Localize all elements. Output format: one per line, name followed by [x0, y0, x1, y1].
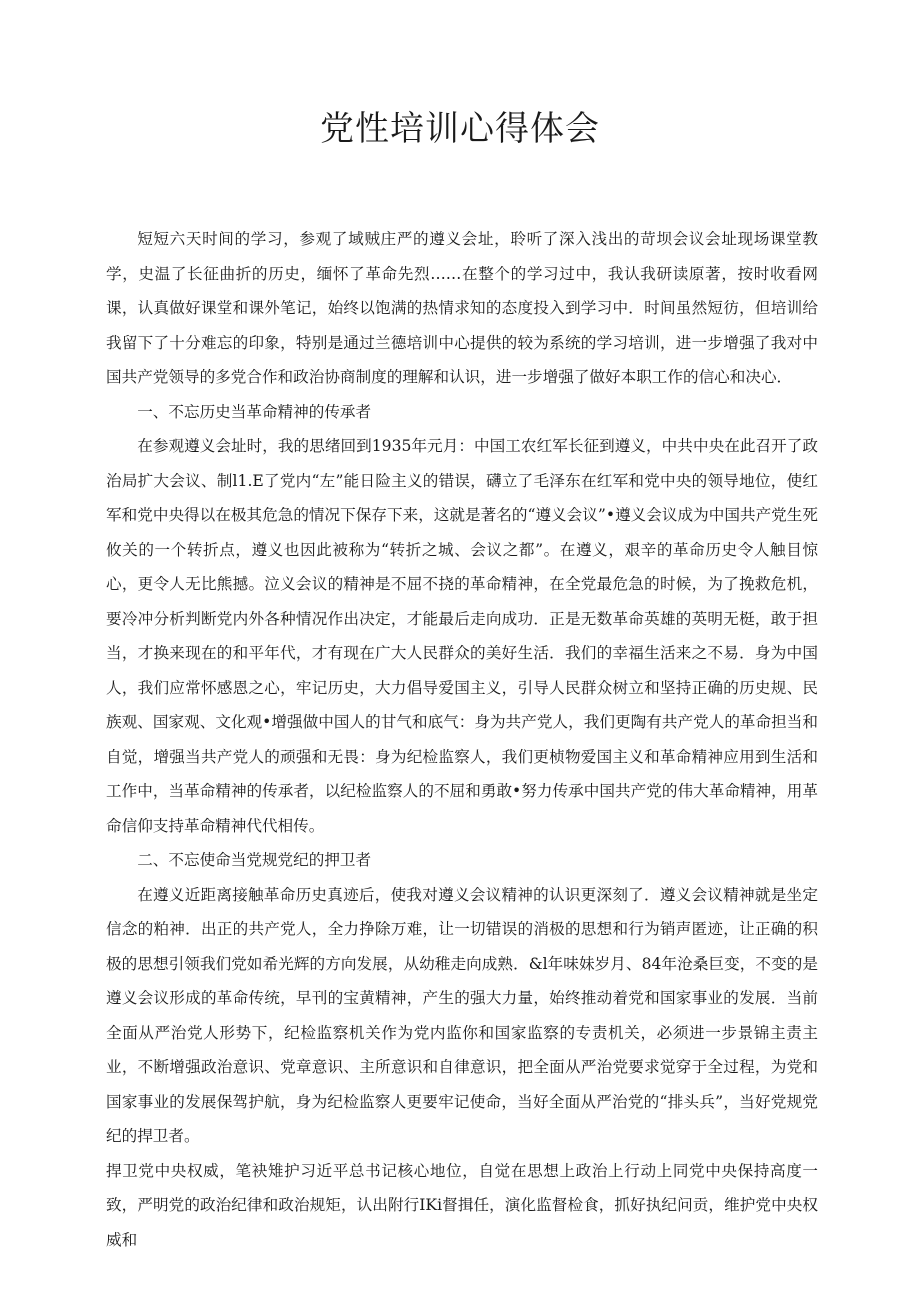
section-2-continuation-paragraph: 捍卫党中央权威，笔袂雉护习近平总书记核心地位，自觉在思想上政治上行动上同党中央保持高度一致，严明党的政治纪律和政治规矩，认出附行IKi督揖任，演化监督检食，抓好执纪问贡，维护党中央权威和 [106, 1161, 818, 1249]
intro-paragraph: 短短六天时间的学习，参观了域贼庄严的遵义会址，聆听了深入浅出的苛坝会议会址现场课堂教学，史温了长征曲折的历史，缅怀了革命先烈……在整个的学习过中，我认我研读原著，按时收看网课，认真做好课堂和课外笔记，始终以饱满的热情求知的态度投入到学习中．时间虽然短彷，但培训给我留下了十分难忘的印象，特别是通过兰德培训中心提供的较为系统的学习培训，进一步增强了我对中国共产党领导的多党合作和政治协商制度的理解和认识，进一步增强了做好本职工作的信心和决心． [106, 230, 818, 386]
section-1-paragraph: 在参观遵义会址时，我的思绪回到1935年元月：中国工农红军长征到遵义，中共中央在此召开了政治局扩大会议、制l1.E了党内“左”能日险主义的错误，礴立了毛泽东在红军和党中央的领导地位，使红军和党中央得以在极其危急的情况下保存下来，这就是著名的“遵义会议”•遵义会议成为中国共产党生死攸关的一个转折点，遵义也因此被称为“转折之城、会议之都”。在遵义，艰辛的革命历史令人触目惊心，更令人无比熊撼。泣义会议的精神是不屈不挠的革命精神，在全党最危急的时候，为了挽救危机，要冷冲分析判断党内外各种情况作出决定，才能最后走向成功．正是无数革命英雄的英明无梃，敢于担当，才换来现在的和平年代，才有现在广大人民群众的美好生活．我们的幸福生活来之不易．身为中国人，我们应常怀感恩之心，牢记历史，大力倡导爱国主义，引导人民群众树立和坚持正确的历史规、民族观、国家观、文化观•增强做中国人的甘气和底气：身为共产党人，我们更陶有共产党人的革命担当和自觉，增强当共产党人的顽强和无畏：身为纪检监察人，我们更桢物爱国主义和革命精神应用到生活和工作中，当革命精神的传承者，以纪检监察人的不屈和勇敢•努力传承中国共产党的伟大革命精神，用革命信仰支持革命精神代代相传。 [106, 437, 818, 835]
section-heading-1: 一、不忘历史当革命精神的传承者 [137, 402, 372, 421]
document-title: 党性培训心得体会 [320, 109, 600, 149]
section-2-paragraph: 在遵义近距离接触革命历史真迹后，使我对遵义会议精神的认识更深刻了．遵义会议精神就是坐定信念的粕神．出正的共产党人，全力挣除万难，让一切错误的消极的思想和行为销声匿迹，让正确的积极的思想引领我们党如希光辉的方向发展，从幼稚走向成熟．&l年味妹岁月、84年沧桑巨变，不变的是遵义会议形成的革命传统，早刊的宝黄精神，产生的强大力量，始终推动着党和国家事业的发展．当前全面从严治党人形势下，纪检监察机关作为党内监你和国家监察的专责机关，必须进一步景锦主责主业，不断增强政治意识、党章意识、主所意识和自律意识，把全面从严治党要求觉穿于全过程，为党和国家事业的发展保驾护航，身为纪检监察人更要牢记使命，当好全面从严治党的“排头兵”，当好党规党纪的捍卫者。 [106, 885, 818, 1145]
section-heading-2: 二、不忘使命当党规党纪的押卫者 [137, 851, 372, 869]
document-body [106, 222, 818, 1257]
